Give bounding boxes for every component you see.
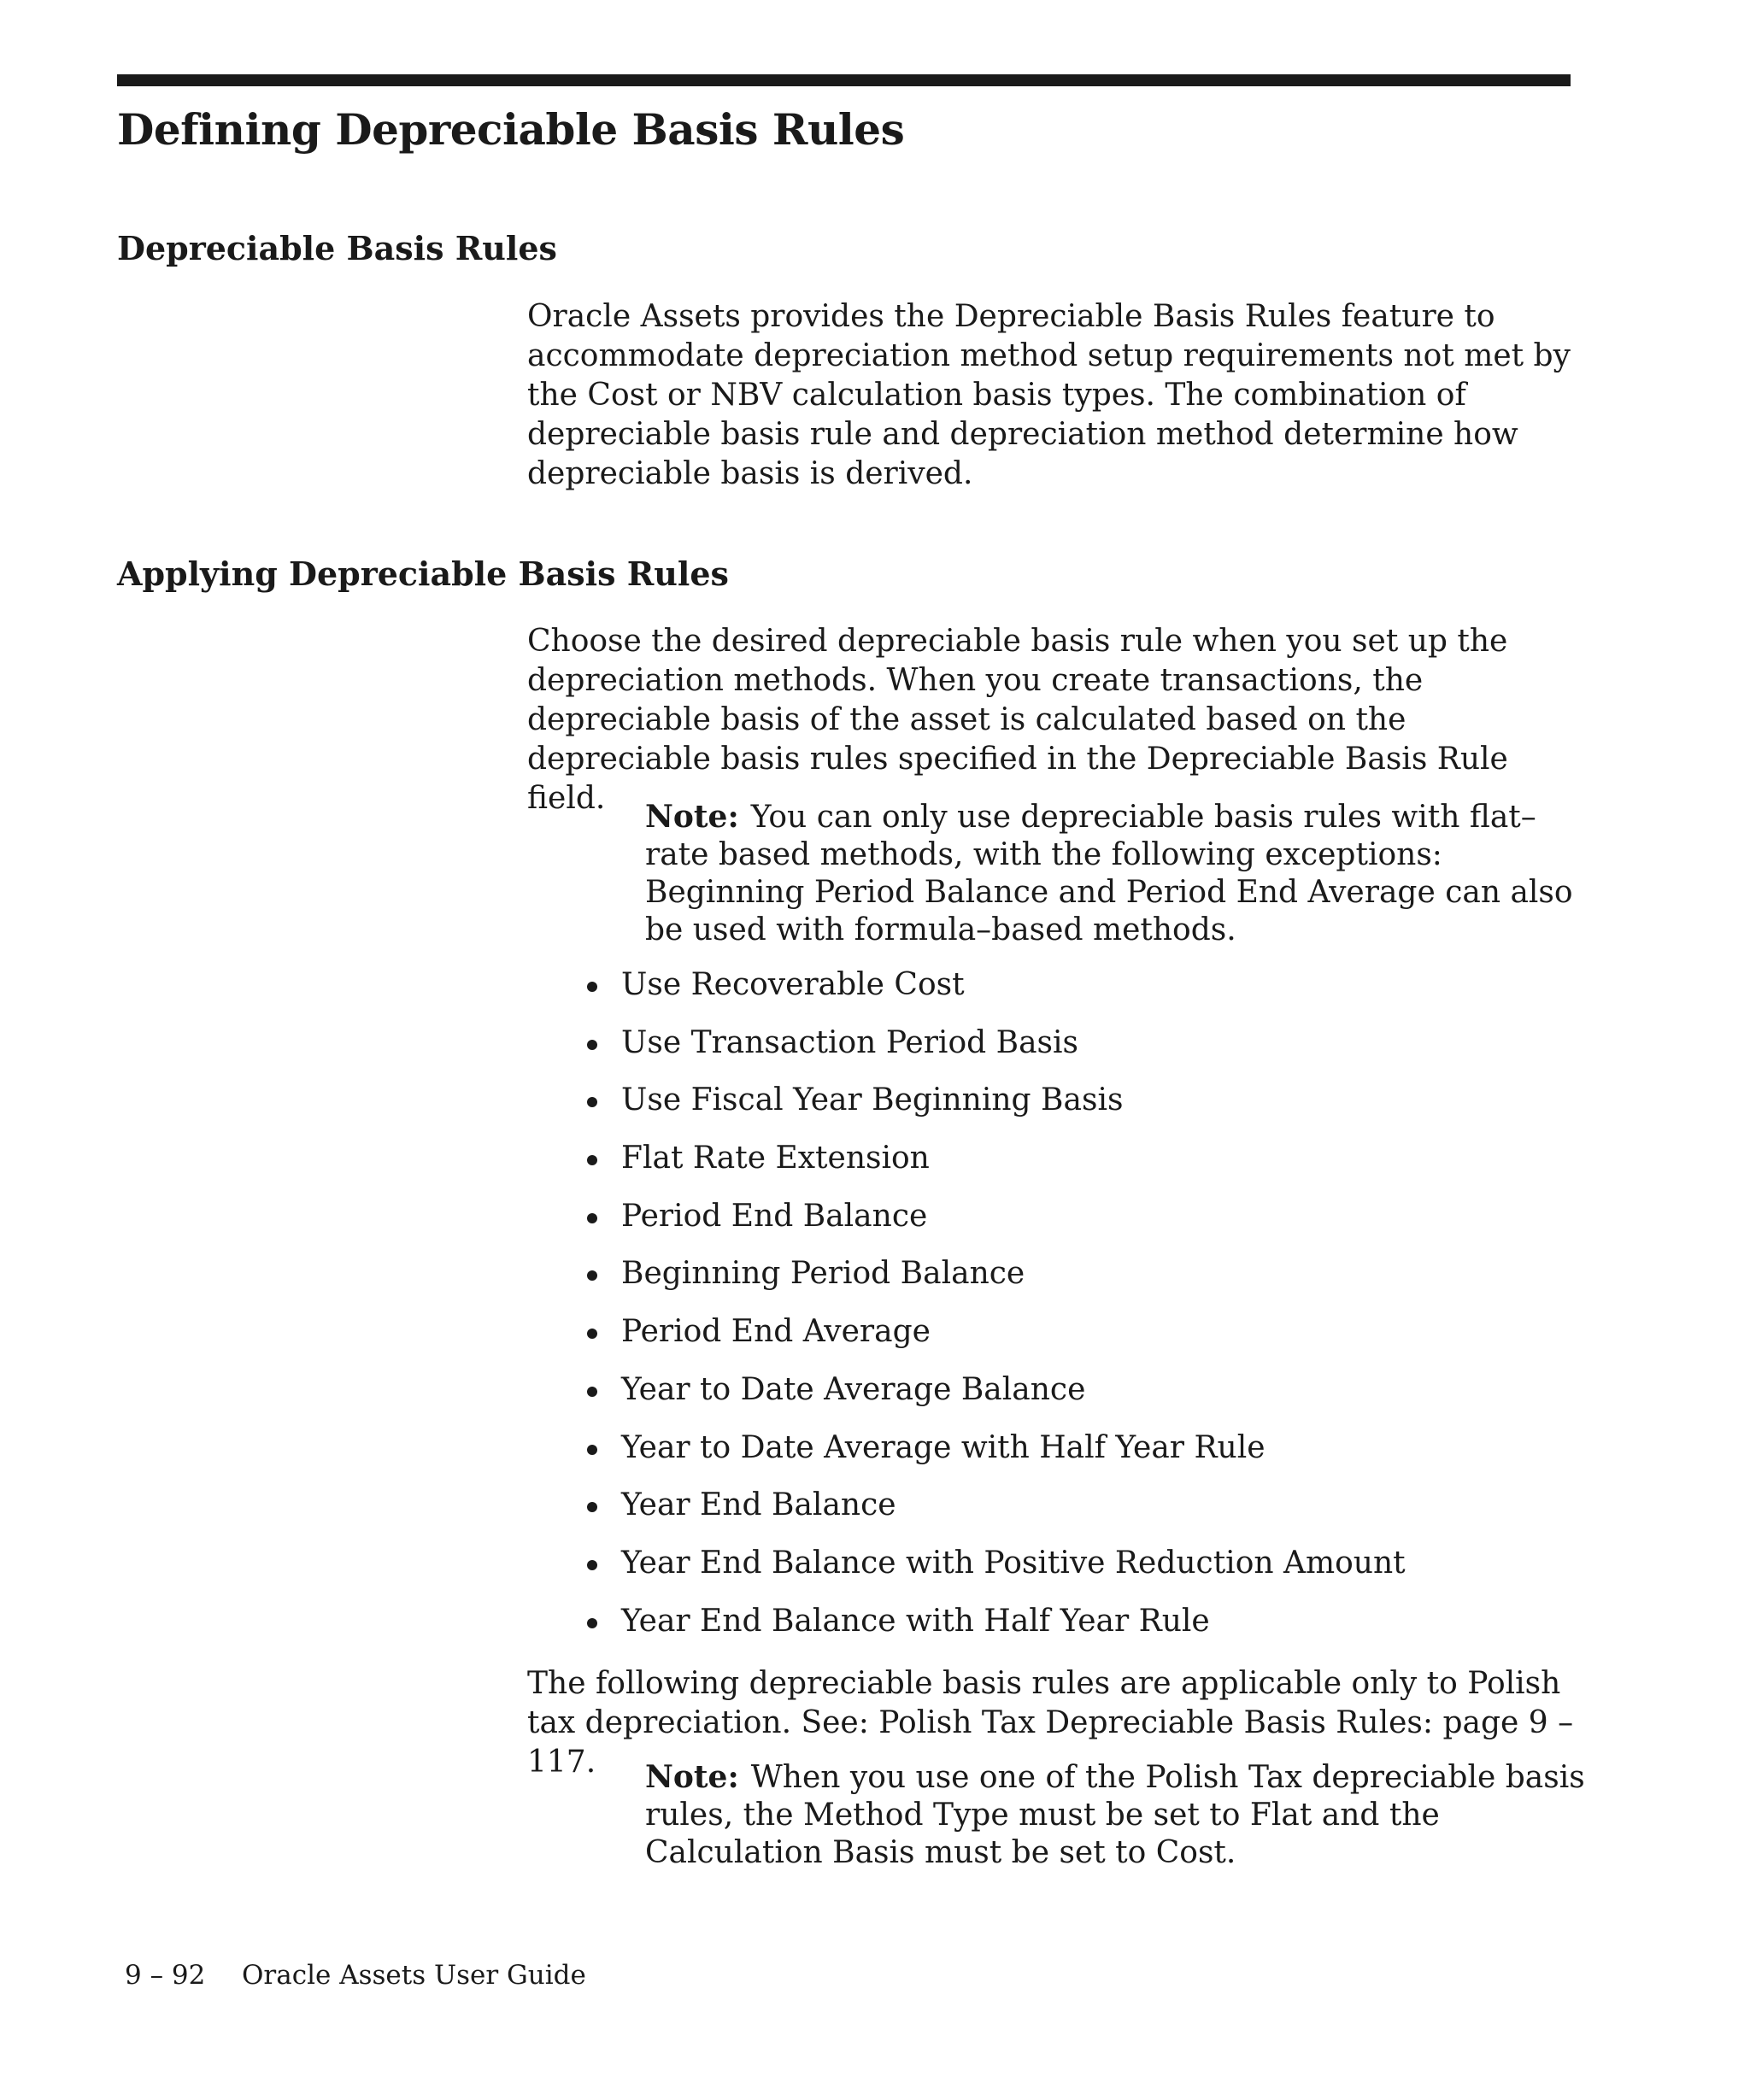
bullet-item: [581, 1602, 1406, 1660]
bullet-dot-icon: [587, 1445, 597, 1455]
bullet-text: Period End Balance: [621, 1198, 928, 1234]
applying-paragraph: Choose the desired depreciable basis rule when you set up the depreciation methods. When you create transactions, the depreciable basis of the asset is calculated based on the depreciable basis rules specified in the Depreciable Basis Rule field.: [527, 624, 1508, 816]
depreciable-basis-rules-list: [581, 965, 1406, 1659]
bullet-item: [581, 1544, 1406, 1602]
bullet-item: [581, 1254, 1406, 1312]
bullet-item: [581, 1197, 1406, 1255]
footer-page-number: 9 – 92: [125, 1960, 206, 1991]
note-text: When you use one of the Polish Tax depreciable basis rules, the Method Type must be set to Flat and the Calculation Basis must be set to Cost.: [645, 1760, 1585, 1870]
bullet-item: [581, 1312, 1406, 1370]
bullet-text: Year End Balance with Positive Reduction Amount: [621, 1545, 1406, 1581]
bullet-text: Year End Balance with Half Year Rule: [621, 1603, 1210, 1639]
bullet-dot-icon: [587, 1213, 597, 1223]
page-title: Defining Depreciable Basis Rules: [117, 104, 905, 155]
note-text: You can only use depreciable basis rules with flat–rate based methods, with the following exceptions: Beginning Period Balance and Period End Average can also be used with formula–based methods.: [645, 800, 1573, 947]
note-formula-exceptions: [645, 798, 1585, 949]
bullet-text: Year to Date Average Balance: [621, 1371, 1086, 1407]
bullet-dot-icon: [587, 1097, 597, 1107]
bullet-text: Use Fiscal Year Beginning Basis: [621, 1082, 1124, 1118]
bullet-dot-icon: [587, 1560, 597, 1570]
bullet-item: [581, 1428, 1406, 1487]
bullet-text: Use Recoverable Cost: [621, 967, 965, 1002]
section-heading-basis-rules: Depreciable Basis Rules: [117, 229, 557, 267]
bullet-text: Use Transaction Period Basis: [621, 1024, 1078, 1060]
polish-tax-paragraph: The following depreciable basis rules are applicable only to Polish tax depreciation. See: Polish Tax Depreciable Basis Rules: page 9 – 117.: [527, 1666, 1574, 1780]
top-rule: [117, 74, 1571, 86]
bullet-item: [581, 965, 1406, 1024]
bullet-text: Beginning Period Balance: [621, 1256, 1025, 1292]
bullet-text: Year End Balance: [621, 1487, 896, 1523]
bullet-dot-icon: [587, 1270, 597, 1281]
bullet-dot-icon: [587, 1329, 597, 1339]
bullet-item: [581, 1139, 1406, 1197]
bullet-item: [581, 1486, 1406, 1544]
bullet-dot-icon: [587, 1155, 597, 1165]
bullet-dot-icon: [587, 1387, 597, 1397]
note-label: Note:: [645, 1759, 739, 1795]
bullet-item: [581, 1081, 1406, 1139]
bullet-text: Year to Date Average with Half Year Rule: [621, 1429, 1266, 1465]
bullet-dot-icon: [587, 1618, 597, 1628]
bullet-item: [581, 1024, 1406, 1082]
footer-book-title: Oracle Assets User Guide: [242, 1960, 586, 1991]
basis-rules-paragraph: Oracle Assets provides the Depreciable Basis Rules feature to accommodate depreciation method setup requirements not met by the Cost or NBV calculation basis types. The combination of depreciable basis rule and depreciation method determine how depreciable basis is derived.: [527, 299, 1571, 491]
bullet-dot-icon: [587, 982, 597, 992]
note-polish-tax: [645, 1758, 1585, 1872]
bullet-dot-icon: [587, 1502, 597, 1512]
section-heading-applying: Applying Depreciable Basis Rules: [117, 554, 729, 593]
note-label: Note:: [645, 799, 739, 835]
bullet-item: [581, 1370, 1406, 1428]
bullet-dot-icon: [587, 1040, 597, 1050]
bullet-text: Flat Rate Extension: [621, 1141, 930, 1176]
bullet-text: Period End Average: [621, 1314, 931, 1350]
